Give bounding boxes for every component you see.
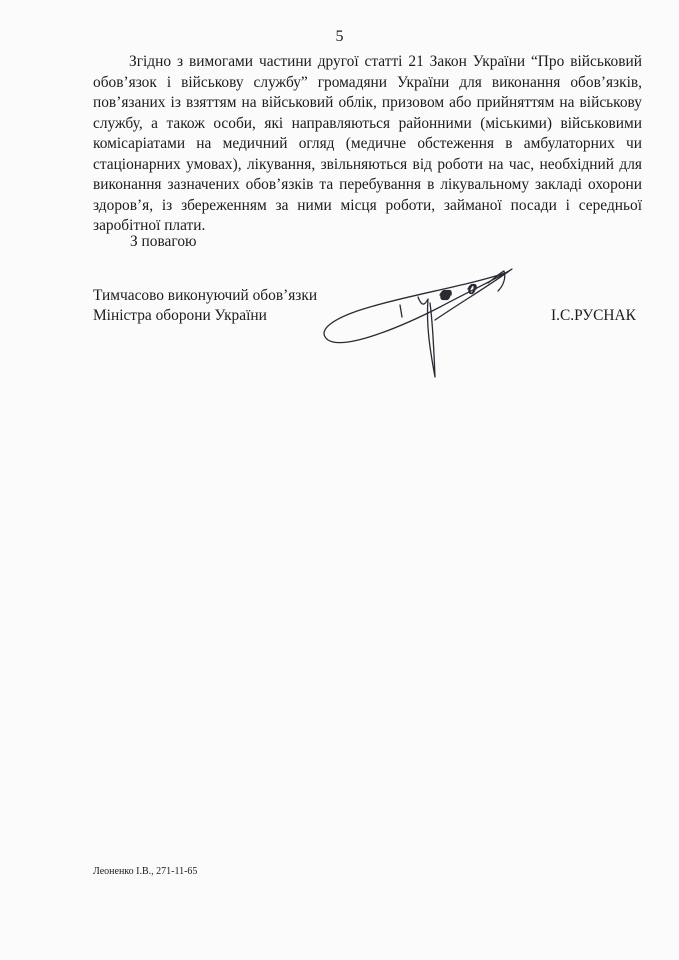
body-paragraph — [93, 52, 642, 237]
signatory-title — [93, 286, 317, 326]
signatory-name: І.С.РУСНАК — [551, 307, 636, 324]
footer-contact: Леоненко І.В., 271-11-65 — [93, 866, 198, 877]
closing-salutation: З повагою — [130, 233, 197, 250]
signatory-title-line1: Тимчасово виконуючий обов’язки — [93, 287, 318, 304]
handwritten-signature — [300, 255, 540, 395]
signatory-title-line2: Міністра оборони України — [93, 307, 267, 324]
body-paragraph-text: Згідно з вимогами частини другої статті 21 Закон України “Про військовий обов’язок і військову службу” громадяни України для виконання обов’язків, пов’язаних із взяттям на військовий облік, призовом або прийняттям на військову службу, а також особи, які направляються районними (міськими) військовими комісаріатами на медичний огляд (медичне обстеження в амбулаторних чи стаціонарних умовах), лікування, звільняються від роботи на час, необхідний для виконання зазначених обов’язків та перебування в лікувальному закладі охорони здоров’я, із збереженням за ними місця роботи, займаної посади і середньої заробітної плати. — [93, 53, 642, 234]
page-number: 5 — [335, 28, 344, 45]
